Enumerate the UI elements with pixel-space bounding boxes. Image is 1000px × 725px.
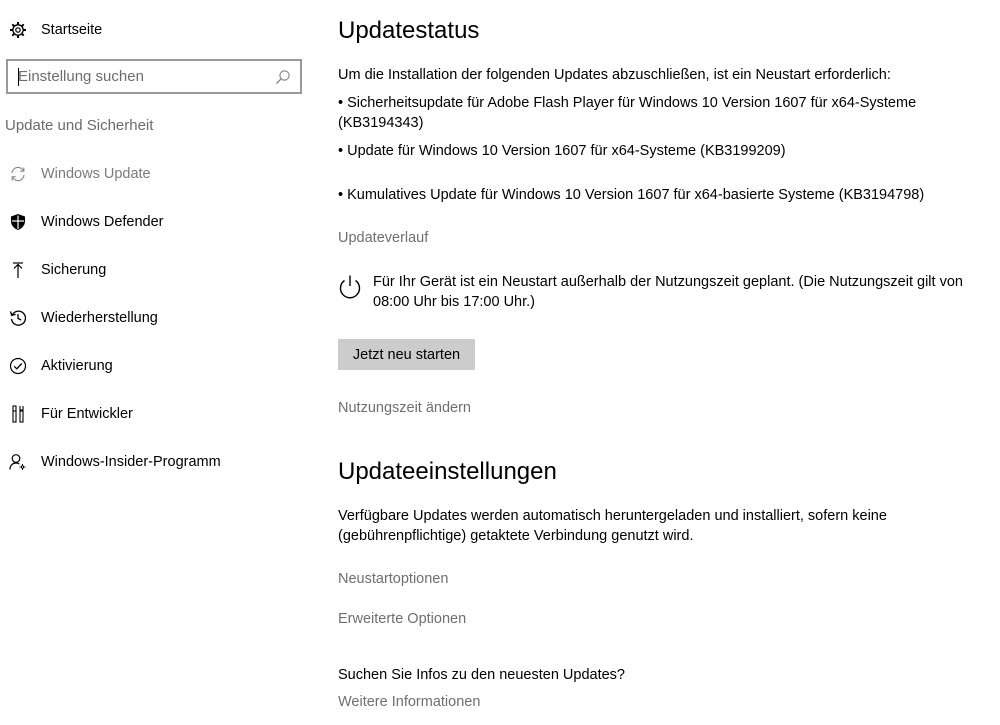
advanced-options-link[interactable]: Erweiterte Optionen	[338, 611, 467, 627]
sidebar-item-label: Windows Defender	[41, 214, 164, 230]
restart-note-text: Für Ihr Gerät ist ein Neustart außerhalb der Nutzungszeit geplant. (Die Nutzungszeit gilt von 08:00 Uhr bis 17:00 Uhr.)	[373, 274, 963, 310]
sidebar-item-aktivierung[interactable]	[0, 342, 310, 390]
sidebar-item-windows-defender[interactable]	[0, 198, 310, 246]
developer-tools-icon	[8, 404, 28, 424]
update-item: • Sicherheitsupdate für Adobe Flash Player für Windows 10 Version 1607 für x64-Systeme (KB3194343)	[338, 95, 917, 131]
search-input[interactable]	[8, 61, 266, 92]
sidebar-nav	[0, 150, 310, 486]
power-icon	[338, 274, 364, 304]
sidebar-item-insider[interactable]	[0, 438, 310, 486]
sidebar-item-label: Sicherung	[41, 262, 107, 278]
sidebar-item-windows-update[interactable]	[0, 150, 310, 198]
check-circle-icon	[8, 356, 28, 376]
update-item: • Kumulatives Update für Windows 10 Version 1607 für x64-basierte Systeme (KB3194798)	[338, 187, 925, 203]
text-caret	[18, 68, 19, 86]
restart-options-link[interactable]: Neustartoptionen	[338, 571, 449, 587]
refresh-icon	[8, 164, 28, 184]
sidebar-item-sicherung[interactable]	[0, 246, 310, 294]
status-title: Updatestatus	[338, 17, 480, 44]
restart-now-button[interactable]: Jetzt neu starten	[338, 339, 475, 370]
main-content	[338, 0, 1000, 725]
restart-notice	[338, 272, 1000, 312]
home-link[interactable]	[8, 18, 102, 42]
change-active-hours-link[interactable]: Nutzungszeit ändern	[338, 400, 471, 416]
sidebar-item-label: Für Entwickler	[41, 406, 133, 422]
status-text: Um die Installation der folgenden Updates abzuschließen, ist ein Neustart erforderlich:	[338, 67, 891, 83]
search-box[interactable]	[6, 59, 302, 94]
update-item: • Update für Windows 10 Version 1607 für x64-Systeme (KB3199209)	[338, 143, 786, 159]
home-label: Startseite	[41, 22, 103, 38]
sidebar-item-label: Windows Update	[41, 166, 151, 182]
gear-icon	[8, 20, 28, 40]
more-info-link[interactable]: Weitere Informationen	[338, 694, 481, 710]
insider-person-icon	[8, 452, 28, 472]
shield-icon	[8, 212, 28, 232]
search-icon[interactable]	[266, 61, 300, 92]
section-title: Update und Sicherheit	[5, 117, 154, 134]
sidebar-item-label: Windows-Insider-Programm	[41, 454, 221, 470]
settings-title: Updateeinstellungen	[338, 458, 557, 485]
settings-text: Verfügbare Updates werden automatisch heruntergeladen und installiert, sofern keine (gebührenpflichtige) getaktete Verbindung genutzt wird.	[338, 508, 887, 544]
sidebar	[0, 0, 310, 725]
sidebar-item-wiederherstellung[interactable]	[0, 294, 310, 342]
sidebar-item-entwickler[interactable]	[0, 390, 310, 438]
sidebar-item-label: Aktivierung	[41, 358, 113, 374]
history-icon	[8, 308, 28, 328]
info-question: Suchen Sie Infos zu den neuesten Updates?	[338, 667, 625, 683]
update-history-link[interactable]: Updateverlauf	[338, 230, 429, 246]
sidebar-item-label: Wiederherstellung	[41, 310, 158, 326]
backup-arrow-icon	[8, 260, 28, 280]
